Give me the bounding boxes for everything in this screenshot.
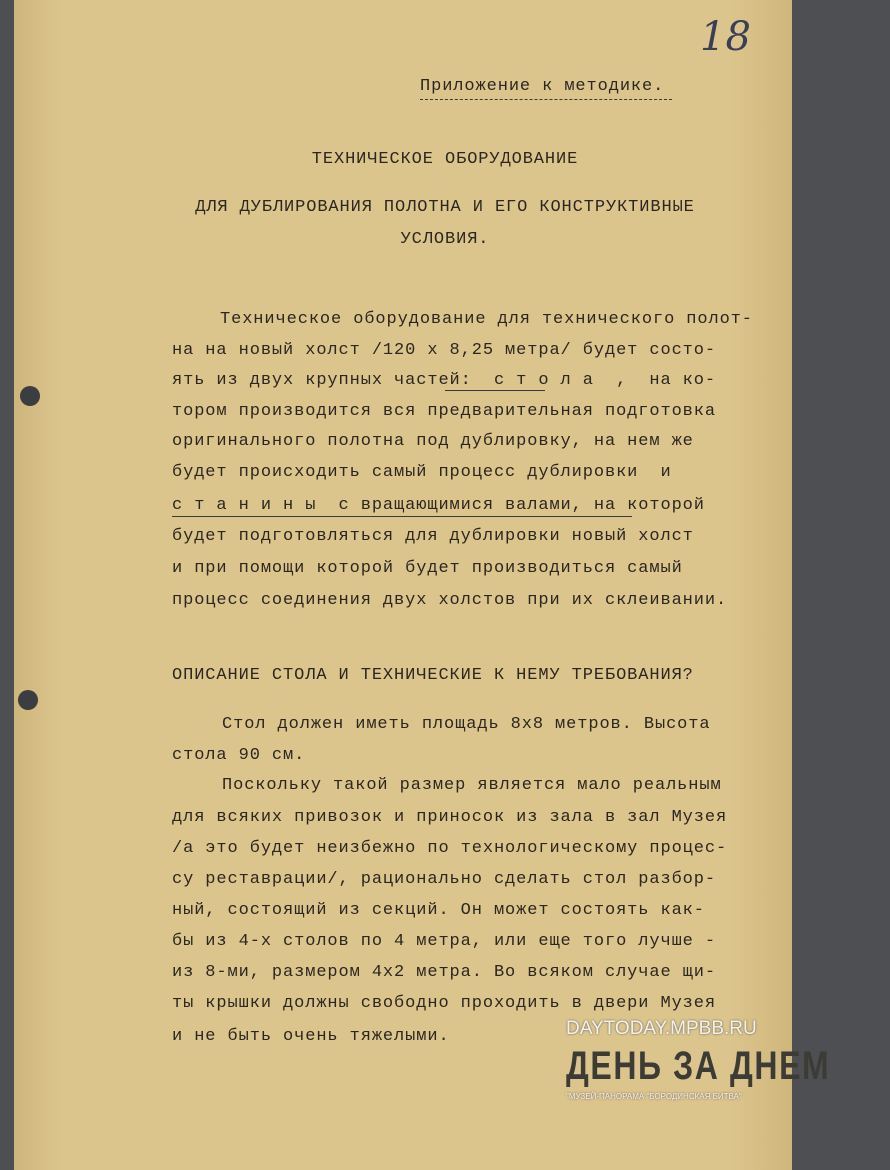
text-line: на на новый холст /120 х 8,25 метра/ будет состо- xyxy=(172,341,716,360)
text-line: ты крышки должны свободно проходить в двери Музея xyxy=(172,994,716,1013)
handwritten-underline xyxy=(172,516,632,517)
text-line: и не быть очень тяжелыми. xyxy=(172,1027,450,1046)
appendix-label: Приложение к методике. xyxy=(420,77,665,96)
text-line: ный, состоящий из секций. Он может состоять как- xyxy=(172,901,705,920)
text-line: будет происходить самый процесс дублировки и xyxy=(172,463,672,482)
appendix-underline xyxy=(420,99,672,100)
punch-hole xyxy=(18,690,38,710)
title-line: ТЕХНИЧЕСКОЕ ОБОРУДОВАНИЕ xyxy=(311,150,579,169)
text-line: из 8-ми, размером 4х2 метра. Во всяком случае щи- xyxy=(172,963,716,982)
handwritten-underline xyxy=(445,390,545,391)
punch-hole xyxy=(20,386,40,406)
text-line: стола 90 см. xyxy=(172,746,306,765)
text-line: су реставрации/, рационально сделать стол разбор- xyxy=(172,870,716,889)
text-line: Стол должен иметь площадь 8х8 метров. Высота xyxy=(222,715,711,734)
text-line: и при помощи которой будет производиться самый xyxy=(172,559,683,578)
text-line: бы из 4-х столов по 4 метра, или еще того лучше - xyxy=(172,932,716,951)
page-number: 18 xyxy=(700,14,751,60)
watermark-logo: ДЕНЬ ЗА ДНЕМ xyxy=(566,1044,831,1088)
text-line: /а это будет неизбежно по технологическому процес- xyxy=(172,839,728,858)
text-line: процесс соединения двух холстов при их склеивании. xyxy=(172,591,728,610)
section-heading: ОПИСАНИЕ СТОЛА И ТЕХНИЧЕСКИЕ К НЕМУ ТРЕБОВАНИЯ? xyxy=(172,666,694,685)
text-line: тором производится вся предварительная подготовка xyxy=(172,402,716,421)
title-line: УСЛОВИЯ. xyxy=(400,230,490,249)
watermark-caption: "МУЗЕЙ-ПАНОРАМА "БОРОДИНСКАЯ БИТВА" xyxy=(566,1092,742,1101)
text-line: Поскольку такой размер является мало реальным xyxy=(222,776,722,795)
text-line: ять из двух крупных частей: с т о л а , на ко- xyxy=(172,371,716,390)
title-line: ДЛЯ ДУБЛИРОВАНИЯ ПОЛОТНА И ЕГО КОНСТРУКТИВНЫЕ xyxy=(195,198,695,217)
text-line: для всяких привозок и приносок из зала в зал Музея xyxy=(172,808,728,827)
text-line: Техническое оборудование для технического полот- xyxy=(220,310,753,329)
text-line: будет подготовляться для дублировки новый холст xyxy=(172,527,694,546)
watermark-url: DAYTODAY.MPBB.RU xyxy=(566,1018,757,1039)
text-line: оригинального полотна под дублировку, на нем же xyxy=(172,432,694,451)
text-line: с т а н и н ы с вращающимися валами, на которой xyxy=(172,496,705,515)
